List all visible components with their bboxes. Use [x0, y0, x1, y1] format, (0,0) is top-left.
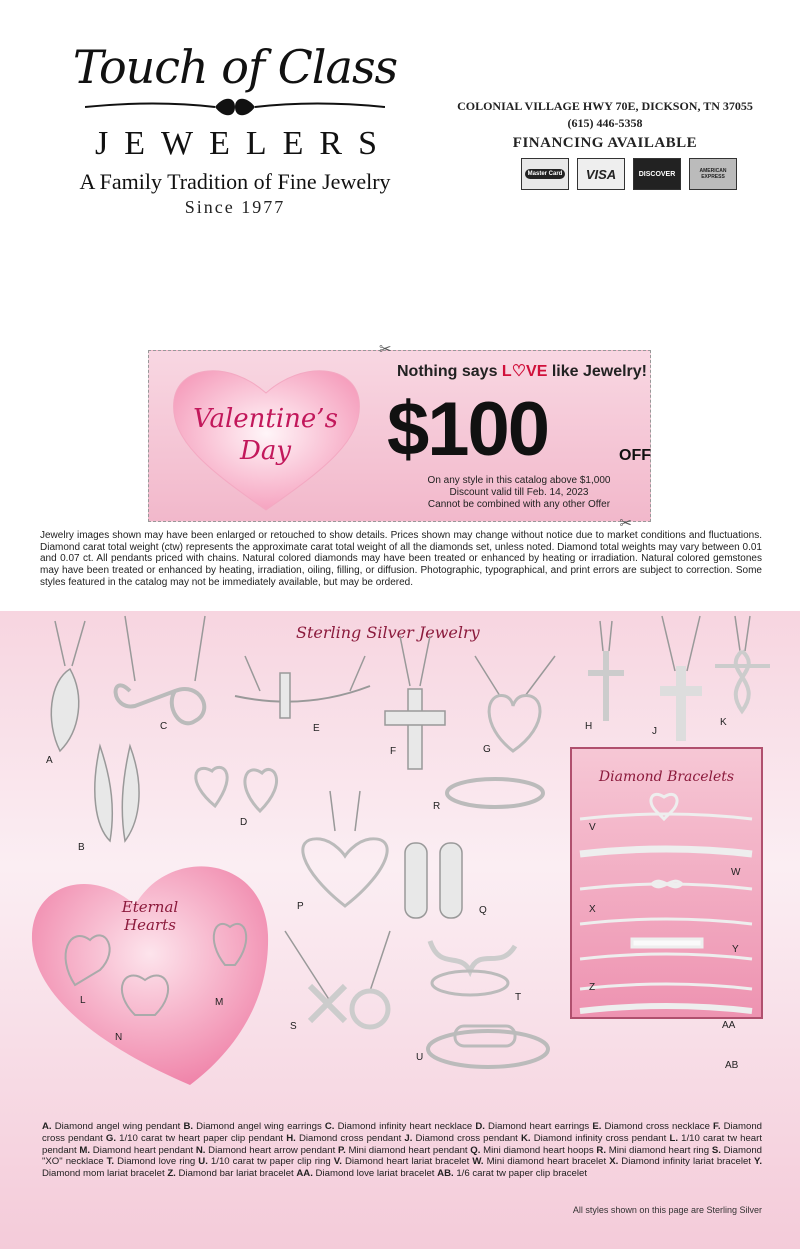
legend-code: L. [669, 1132, 678, 1144]
legend-entry [286, 1133, 404, 1144]
eternal-hearts-graphic-icon [30, 845, 270, 1090]
item-letter: H [585, 721, 593, 732]
visa-icon: VISA [577, 158, 625, 190]
legend-entry [404, 1133, 521, 1144]
bracelet-illustrations [572, 749, 761, 1017]
store-info [440, 98, 770, 190]
item-letter: X [589, 904, 596, 915]
heart-icon: ♡ [511, 363, 527, 380]
legend-entry [106, 1133, 286, 1144]
legend-text: 1/10 carat tw heart paper clip pendant [116, 1132, 287, 1144]
legend-entry [334, 1156, 473, 1167]
legend-code: E. [592, 1121, 602, 1132]
item-letter: P [297, 901, 304, 912]
coupon-term: Discount valid till Feb. 14, 2023 [449, 487, 589, 498]
legend-entry [521, 1133, 669, 1144]
item-letter: Y [732, 944, 739, 955]
legend-code: B. [183, 1121, 194, 1132]
item-letter: G [483, 744, 491, 755]
coupon-terms [419, 475, 619, 511]
legend-text: Diamond cross pendant [295, 1132, 405, 1144]
item-letter: N [115, 1032, 123, 1043]
legend-code: V. [333, 1156, 342, 1168]
legend-text: Mini diamond heart hoops [480, 1144, 597, 1156]
legend-code: AA. [296, 1168, 313, 1180]
legend-entry [296, 1168, 437, 1179]
legend-entry [196, 1145, 338, 1156]
item-letter: C [160, 721, 168, 732]
item-letter: U [416, 1052, 424, 1063]
legend-code: G. [105, 1132, 117, 1144]
eternal-line-1: Eternal [121, 898, 179, 916]
footnote: All styles shown on this page are Sterling Silver [572, 1205, 762, 1215]
legend-code: H. [286, 1132, 296, 1144]
legend-text: Mini diamond heart bracelet [483, 1156, 610, 1168]
legend-text: Mini diamond heart pendant [345, 1144, 471, 1156]
logo-jewelers: JEWELERS [95, 125, 393, 162]
legend-text: Diamond cross pendant [412, 1132, 521, 1144]
coupon-term: On any style in this catalog above $1,000 [427, 475, 611, 486]
section-title: Sterling Silver Jewelry [296, 623, 480, 642]
legend-text: 1/10 carat tw paper clip ring [207, 1156, 334, 1168]
legend-code: AB. [437, 1168, 454, 1180]
amex-icon: AMERICAN EXPRESS [689, 158, 737, 190]
item-letter: L [80, 995, 86, 1006]
legend-entry [475, 1121, 592, 1132]
legend-text: Diamond love ring [114, 1156, 199, 1168]
coupon-term: Cannot be combined with any other Offer [427, 499, 611, 510]
item-letter: F [390, 746, 397, 757]
logo-since: Since 1977 [184, 197, 286, 217]
item-letter: B [78, 842, 85, 853]
item-letter: W [731, 867, 741, 878]
item-letter: S [290, 1021, 297, 1032]
item-legend [42, 1121, 762, 1180]
legend-code: N. [195, 1144, 206, 1156]
scissors-icon: ✂ [619, 515, 632, 532]
logo-tagline: A Family Tradition of Fine Jewelry [79, 169, 391, 194]
legend-code: S. [711, 1144, 721, 1156]
item-letter: AA [722, 1020, 736, 1031]
mastercard-icon: Master Card [521, 158, 569, 190]
legend-code: A. [42, 1121, 52, 1132]
item-letter: AB [725, 1060, 739, 1071]
item-letter: Z [589, 982, 596, 993]
legend-text: Diamond angel wing pendant [51, 1121, 184, 1132]
legend-text: Diamond infinity lariat bracelet [618, 1156, 755, 1168]
bracelets-title: Diamond Bracelets [598, 769, 735, 785]
legend-text: Diamond infinity cross pendant [530, 1132, 670, 1144]
legend-code: U. [198, 1156, 208, 1168]
item-letter: V [589, 822, 596, 833]
scissors-icon: ✂ [379, 341, 392, 358]
legend-text: 1/6 carat tw paper clip bracelet [453, 1168, 587, 1180]
discover-icon: DISCOVER [633, 158, 681, 190]
legend-entry [472, 1156, 609, 1167]
coupon-headline: Nothing says L♡VE like Jewelry! [397, 363, 647, 380]
item-letter: T [515, 992, 522, 1003]
item-letter: Q [479, 905, 487, 916]
item-letter: E [313, 723, 320, 734]
legend-text: Diamond heart pendant [90, 1144, 196, 1156]
legend-code: J. [404, 1132, 413, 1144]
legend-text: 1/10 carat tw heart pendant [42, 1132, 763, 1156]
legend-code: Y. [754, 1156, 763, 1168]
heart-line-1: Valentine’s [193, 404, 338, 434]
legend-entry [79, 1145, 195, 1156]
payment-cards [488, 158, 770, 190]
bracelets-panel [570, 747, 763, 1019]
legend-code: Z. [167, 1168, 176, 1180]
item-letter: A [46, 755, 53, 766]
legend-entry [609, 1156, 754, 1167]
eternal-line-2: Hearts [124, 916, 176, 934]
disclaimer-text: Jewelry images shown may have been enlarged or retouched to show details. Prices shown may change without notice due to market conditions and fluctuations. Diamond carat total weight (ctw) represents the approximate carat total weight of all the diamonds set, unless noted. Diamond total weights may vary between 0.01 and 0.07 ct. All pendants priced with chains. Natural colored diamonds may have been treated or enhanced by heating or irradiation. Natural colored gemstones may have been treated or enhanced by heating, irradiation, oiling, filling, or diffusion. Photographic, typographical, and print errors are subject to correction. Some styles featured in the catalog may not be immediately available, but may be ordered. [40, 530, 762, 588]
flourish-ornament [85, 96, 385, 118]
legend-code: C. [324, 1121, 335, 1132]
valentines-heart-text [173, 403, 358, 467]
legend-code: K. [520, 1132, 531, 1144]
legend-text: Diamond angel wing earrings [193, 1121, 325, 1132]
item-letter: J [652, 726, 657, 737]
legend-entry [470, 1145, 596, 1156]
item-letter: D [240, 817, 248, 828]
coupon-off: OFF [619, 447, 651, 464]
legend-text: Diamond cross pendant [42, 1121, 763, 1144]
legend-text: Diamond heart earrings [484, 1121, 593, 1132]
legend-text: Diamond "XO" necklace [42, 1144, 763, 1168]
legend-entry [107, 1156, 199, 1167]
legend-code: D. [475, 1121, 485, 1132]
item-letter: K [720, 717, 727, 728]
legend-text: Diamond love lariat bracelet [312, 1168, 438, 1180]
catalog-section [0, 611, 800, 1249]
valentines-coupon [148, 341, 651, 532]
store-phone: (615) 446-5358 [567, 116, 643, 130]
legend-text: Diamond mom lariat bracelet [42, 1168, 168, 1180]
legend-text: Diamond cross necklace [601, 1121, 714, 1132]
coupon-amount: $100 [387, 387, 549, 472]
legend-entry [338, 1145, 470, 1156]
store-logo [40, 40, 430, 218]
legend-code: P. [337, 1144, 346, 1156]
logo-script-text: Touch of Class [72, 40, 398, 94]
item-letter: M [215, 997, 224, 1008]
item-letter: R [433, 801, 441, 812]
legend-text: Diamond infinity heart necklace [334, 1121, 476, 1132]
legend-entry [325, 1121, 475, 1132]
eternal-hearts-title [105, 898, 195, 934]
legend-code: W. [472, 1156, 484, 1168]
legend-entry [437, 1168, 587, 1179]
legend-entry [183, 1121, 324, 1132]
legend-entry [167, 1168, 296, 1179]
legend-text: Diamond heart lariat bracelet [341, 1156, 473, 1168]
legend-code: M. [79, 1144, 91, 1156]
legend-code: R. [596, 1144, 606, 1156]
legend-entry [42, 1121, 183, 1132]
legend-entry [592, 1121, 713, 1132]
legend-text: Diamond heart arrow pendant [205, 1144, 338, 1156]
heart-line-2: Day [239, 436, 292, 466]
love-word: L♡VE [501, 363, 548, 380]
legend-text: Mini diamond heart ring [606, 1144, 712, 1156]
legend-code: X. [609, 1156, 619, 1168]
legend-text: Diamond bar lariat bracelet [175, 1168, 297, 1180]
legend-code: F. [713, 1121, 721, 1132]
legend-entry [596, 1145, 711, 1156]
legend-code: Q. [470, 1144, 481, 1156]
financing-label: FINANCING AVAILABLE [512, 135, 698, 151]
legend-entry [198, 1156, 333, 1167]
store-address: COLONIAL VILLAGE HWY 70E, DICKSON, TN 37055 [457, 99, 753, 113]
legend-code: T. [106, 1156, 115, 1168]
